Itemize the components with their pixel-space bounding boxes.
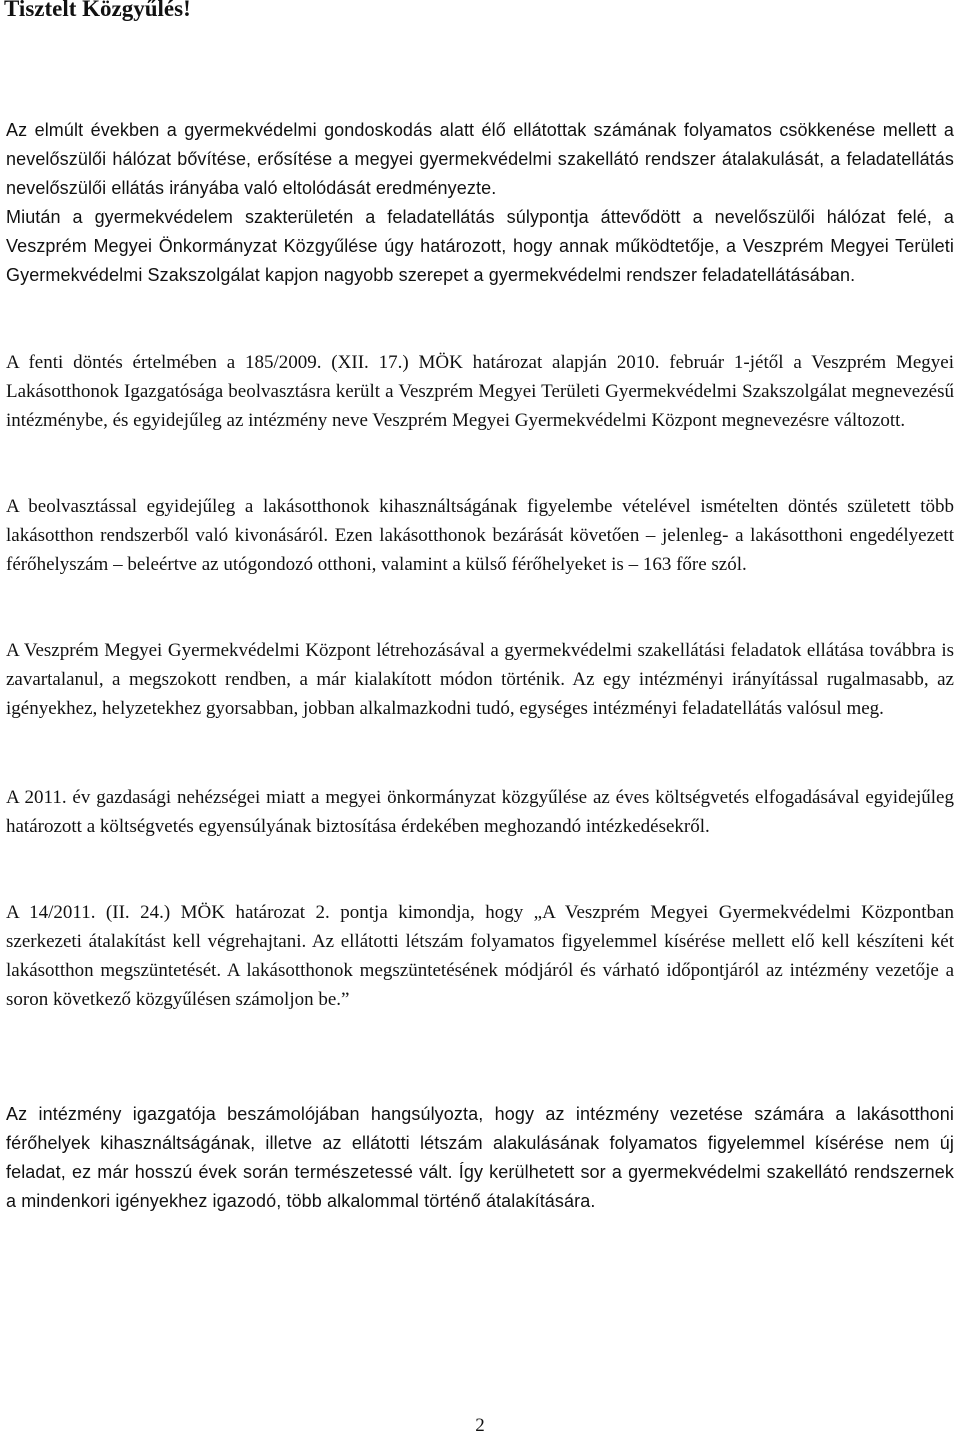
paragraph-budget: A 2011. év gazdasági nehézségei miatt a megyei önkormányzat közgyűlése az éves költségvetés elfogadásával egyidejűleg határozott a költségvetés egyensúlyának biztosítása érdekében meghozandó intézkedésekről. (6, 787, 954, 837)
paragraph-intro: Az elmúlt években a gyermekvédelmi gondoskodás alatt élő ellátottak számának folyamatos csökkenése mellett a nevelőszülői hálózat bővítése, erősítése a megyei gyermekvédelmi szakellátó rendszer átalakulását, a feladatellátás nevelőszülői ellátás irányába való eltolódását eredményezte. (6, 120, 954, 198)
paragraph-reorganization-b: A fenti döntés értelmében a 185/2009. (XII. 17.) MÖK határozat alapján 2010. február 1-jétől a Veszprém Megyei Lakásotthonok Igazgatósága beolvasztásra került a Veszprém Megyei Területi Gyermekvédelmi Szakszolgálat megnevezésű intézménybe, és egyidejűleg az intézmény neve Veszprém Megyei Gyermekvédelmi Központ megnevezésre változott. (6, 352, 954, 431)
paragraph-merger: A beolvasztással egyidejűleg a lakásotthonok kihasználtságának figyelembe vételével ismételten döntés született több lakásotthon rendszerből való kivonásáról. Ezen lakásotthonok bezárását követően – jelenleg- a lakásotthoni engedélyezett férőhelyszám – beleértve az utógondozó otthoni, valamint a külső férőhelyeket is – 163 főre szól. (6, 496, 954, 575)
page-number: 2 (475, 1415, 485, 1436)
paragraph-resolution: A 14/2011. (II. 24.) MÖK határozat 2. pontja kimondja, hogy „A Veszprém Megyei Gyermekvédelmi Központban szerkezeti átalakítást kell végrehajtani. Az ellátotti létszám folyamatos figyelemmel kísérése mellett elő kell készíteni két lakásotthon megszüntetését. A lakásotthonok megszüntetésének módjáról és várható időpontjáról az intézmény vezetője a soron következő közgyűlésen számoljon be.” (6, 902, 954, 1010)
paragraph-director-report: Az intézmény igazgatója beszámolójában hangsúlyozta, hogy az intézmény vezetése számára a lakásotthoni férőhelyek kihasználtságának, illetve az ellátotti létszám alakulásának folyamatos figyelemmel kísérése nem új feladat, ez már hosszú évek során természetessé vált. Így kerülhetett sor a gyermekvédelmi szakellátó rendszernek a mindenkori igényekhez igazodó, több alkalommal történő átalakítására. (6, 1104, 954, 1211)
paragraph-reorganization-a-text: Miután a gyermekvédelem szakterületén a feladatellátás súlypontja áttevődött a nevelőszülői hálózat felé, a Veszprém Megyei Önkormányzat Közgyűlése úgy határozott, hogy annak működtetője, a Veszprém Megyei Területi Gyermekvédelmi Szakszolgálat kapjon nagyobb szerepet a gyermekvédelmi rendszer feladatellátásában. (6, 207, 954, 285)
page-title: Tisztelt Közgyűlés! (4, 0, 191, 21)
paragraph-center: A Veszprém Megyei Gyermekvédelmi Központ létrehozásával a gyermekvédelmi szakellátási feladatok ellátása továbbra is zavartalanul, a megszokott rendben, a már kialakított módon történik. Az egy intézményi irányítással rugalmasabb, az igényekhez, helyzetekhez gyorsabban, jobban alkalmazkodni tudó, egységes intézményi feladatellátás valósul meg. (6, 640, 954, 719)
paragraph-reorganization-a (6, 203, 954, 290)
